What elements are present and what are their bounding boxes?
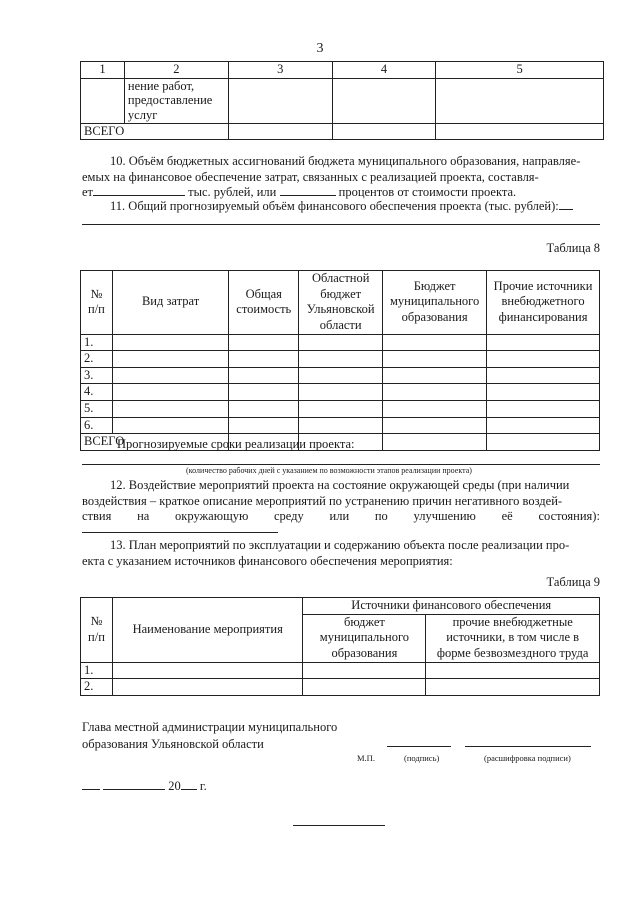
table-row: 1. bbox=[81, 334, 600, 351]
signature-label: (подпись) bbox=[404, 753, 440, 763]
table-header-row bbox=[81, 271, 600, 335]
total-volume-blank[interactable] bbox=[559, 199, 573, 210]
fill-line[interactable] bbox=[82, 224, 600, 225]
month-blank[interactable] bbox=[103, 779, 165, 790]
table-total-row bbox=[81, 123, 604, 140]
column-number: 3 bbox=[228, 62, 332, 79]
header-other-sources: прочие внебюджетные источники, в том числе в форме безвозмездного труда bbox=[426, 614, 600, 662]
header-funding-sources: Источники финансового обеспечения bbox=[303, 598, 600, 615]
year-blank[interactable] bbox=[181, 779, 197, 790]
terms-fill-line[interactable] bbox=[362, 450, 590, 451]
table-9-title: Таблица 9 bbox=[546, 575, 600, 589]
header-regional-budget: Областной бюджет Ульяновской области bbox=[299, 271, 383, 335]
header-municipal-budget: бюджет муниципального образования bbox=[303, 614, 426, 662]
total-label: ВСЕГО bbox=[81, 123, 229, 140]
table-row: 5. bbox=[81, 401, 600, 418]
header-other-sources: Прочие источники внебюджетного финансирования bbox=[487, 271, 600, 335]
table-header-row bbox=[81, 598, 600, 615]
table-row: 2. bbox=[81, 679, 600, 696]
column-number: 2 bbox=[124, 62, 228, 79]
table-row: 3. bbox=[81, 367, 600, 384]
signature-line[interactable] bbox=[387, 746, 451, 747]
fill-line[interactable] bbox=[82, 532, 278, 533]
header-total-cost: Общая стоимость bbox=[229, 271, 299, 335]
table-row: 6. bbox=[81, 417, 600, 434]
column-number: 5 bbox=[436, 62, 604, 79]
terms-note: (количество рабочих дней с указанием по возможности этапов реализации проекта) bbox=[186, 466, 472, 475]
column-number: 4 bbox=[332, 62, 436, 79]
paragraph-13: 13. План мероприятий по эксплуатации и содержанию объекта после реализации про- екта с указанием источников финансового обеспечения мероприятия: bbox=[82, 538, 570, 568]
table-8-title: Таблица 8 bbox=[546, 241, 600, 255]
table-row: 4. bbox=[81, 384, 600, 401]
percent-blank[interactable] bbox=[280, 185, 336, 196]
header-cost-type: Вид затрат bbox=[112, 271, 228, 335]
decode-label: (расшифровка подписи) bbox=[484, 753, 571, 763]
decode-line[interactable] bbox=[465, 746, 591, 747]
total-label: ВСЕГО bbox=[81, 434, 229, 451]
cell-text: нение работ, предоставление услуг bbox=[124, 78, 228, 123]
date-line: 20 г. bbox=[82, 779, 207, 795]
signatory-title: Глава местной администрации муниципального образования Ульяновской области bbox=[82, 720, 338, 751]
header-num: № п/п bbox=[81, 598, 113, 663]
day-blank[interactable] bbox=[82, 779, 100, 790]
continuation-table bbox=[80, 61, 604, 140]
column-number: 1 bbox=[81, 62, 125, 79]
bottom-separator bbox=[293, 825, 385, 826]
page-number: 3 bbox=[316, 41, 324, 56]
paragraph-11: 11. Общий прогнозируемый объём финансового обеспечения проекта (тыс. рублей): bbox=[82, 199, 600, 215]
table-row: 2. bbox=[81, 351, 600, 368]
table-9 bbox=[80, 597, 600, 696]
paragraph-12: 12. Воздействие мероприятий проекта на состояние окружающей среды (при наличии воздействия – краткое описание мероприятий по устранению причин негативного воздей- ствия на окружающую среду или по улучшению её состояния): bbox=[82, 478, 600, 524]
header-num: № п/п bbox=[81, 271, 113, 335]
terms-label: Прогнозируемые сроки реализации проекта: bbox=[117, 437, 355, 451]
paragraph-10: 10. Объём бюджетных ассигнований бюджета муниципального образования, направляе- емых на финансовое обеспечение затрат, связанных с реализацией проекта, составля- ет тыс. рублей, или процентов от стоимости проекта. bbox=[82, 154, 581, 200]
header-municipal-budget: Бюджет муниципального образования bbox=[383, 271, 487, 335]
table-row bbox=[81, 78, 604, 123]
terms-fill-line-2[interactable] bbox=[82, 464, 600, 465]
paragraph-12-line3: ствия на окружающую среду или по улучшению её состояния): bbox=[82, 509, 600, 524]
table-row: 1. bbox=[81, 662, 600, 679]
header-event-name: Наименование мероприятия bbox=[112, 598, 303, 663]
amount-blank[interactable] bbox=[93, 185, 185, 196]
table-8 bbox=[80, 270, 600, 451]
stamp-label: М.П. bbox=[357, 753, 375, 763]
table-header-row bbox=[81, 62, 604, 79]
